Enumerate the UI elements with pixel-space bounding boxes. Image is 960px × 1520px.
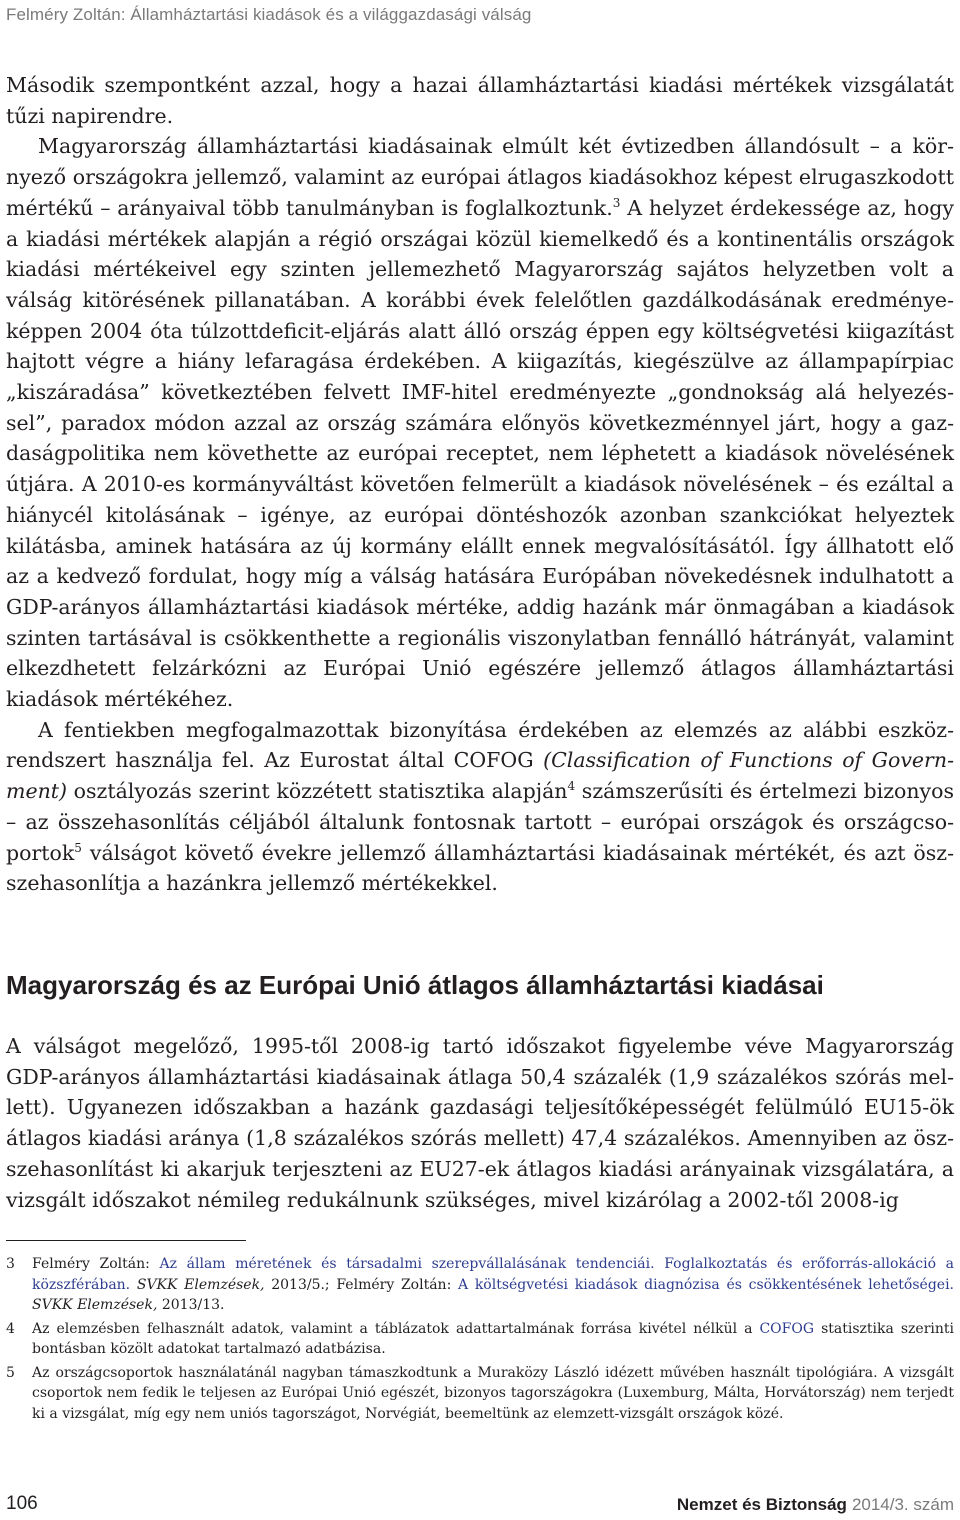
body-text — [6, 70, 954, 899]
footnote-3 — [6, 1254, 954, 1316]
journal-footer — [677, 1495, 954, 1515]
footnote-text — [32, 1254, 954, 1316]
footnote-text — [32, 1319, 954, 1360]
footnote-ref-3[interactable]: 3 — [612, 195, 621, 210]
page-number: 106 — [6, 1493, 38, 1514]
footnote-5 — [6, 1363, 954, 1425]
footnote-ref-5[interactable]: 5 — [74, 840, 82, 855]
footnote-ref-4[interactable]: 4 — [567, 779, 576, 794]
footnote-divider — [6, 1240, 246, 1241]
footnotes — [6, 1254, 954, 1427]
paragraph-2 — [6, 131, 954, 714]
footnote-author: Felméry Zoltán: — [32, 1256, 160, 1272]
footnote-text-before: Az elemzésben felhasznált adatok, valamint a táblázatok adattartalmának forrása kivétel nélkül a — [32, 1320, 760, 1337]
paragraph-2-part-a: Magyarország államháztartási kiadásainak elmúlt két évtizedben állandósult – a környező országokra jellemző, valamint az európai átlagos kiadásokhoz képest elrugaszkodott mértékű – arányaival több tanulmányban is foglalkoztunk. — [6, 134, 954, 220]
footnote-journal: SVKK Elemzések, — [32, 1297, 158, 1313]
journal-name: Nemzet és Biztonság — [676, 1495, 847, 1514]
running-head: Felméry Zoltán: Államháztartási kiadások és a világgazdasági válság — [6, 5, 532, 24]
footnote-4 — [6, 1319, 954, 1360]
paragraph-2-part-b: A helyzet érdekessége az, hogy a kiadási mértékek alapján a régió országai közül kiemelkedő és a kontinentális országok kiadási mértékeivel egy szinten jellemezhető Magyarország sajátos helyzetben volt a válság kitörésének pillanatában. A korábbi évek felelőtlen gazdálkodásának eredményeképpen 2004 óta túlzottdeficit-eljárás alatt álló ország éppen egy költségvetési kiigazítást hajtott végre a hiány lefaragása érdekében. A kiigazítás, kiegészülve az állampapírpiac „kiszáradása” következtében felvett IMF-hitel eredményezte „gondnokság alá helyezéssel”, paradox módon azzal az ország számára előnyös következménnyel járt, hogy a gazdaságpolitika nem követhette az európai receptet, nem léphetett a kiadások növelésének útjára. A 2010-es kormányváltást követően felmerült a kiadások növelésének – és ezáltal a hiánycél kitolásának – igénye, az európai döntéshozók azonban szankciókat helyeztek kilátásba, aminek hatására az új kormány elállt ennek megvalósításától. Így állhatott elő az a kedvező fordulat, hogy míg a válság hatására Európában növekedésnek indulhatott a GDP-arányos államháztartási kiadások mértéke, addig hazánk már önmagában a kiadások szinten tartásával is csökkenthette a regionális viszonylatban fennálló hátrányát, valamint elkezdhetett felzárkózni az Európai Unió egészére jellemző átlagos államháztartási kiadások mértékéhez. — [6, 195, 954, 712]
paragraph-1: Második szempontként azzal, hogy a hazai államháztartási kiadási mértékek vizsgálatát tűzi napirendre. — [6, 73, 954, 128]
footnote-number: 3 — [6, 1256, 15, 1272]
section-paragraph-1: A válságot megelőző, 1995-től 2008-ig tartó időszakot figyelembe véve Magyarország GDP-arányos államháztartási kiadásainak átlaga 50,4 százalék (1,9 százalékos szórás mellett). Ugyanezen időszakban a hazánk gazdasági teljesítőképességét felülmúló EU15-ök átlagos kiadási aránya (1,8 százalékos szórás mellett) 47,4 százalékos. Amennyiben az öszszehasonlítást ki akarjuk terjeszteni az EU27-ek átlagos kiadási arányainak vizsgálatára, a vizsgált időszakot némileg redukálnunk szükséges, mivel kizárólag a 2002-től 2008-ig — [6, 1034, 954, 1212]
footnote-text-after: statisztika szerinti bontásban közölt adatokat tartalmazó adatbázisa. — [32, 1320, 954, 1357]
cofog-link[interactable]: COFOG — [759, 1320, 815, 1337]
paragraph-3-part-b: osztályozás szerint közzétett statisztika alapján — [67, 779, 568, 804]
footnote-rest: 2013/13. — [157, 1297, 225, 1313]
footnote-link-title-2[interactable]: A költségvetési kiadások diagnózisa és csökkentésének lehetőségei. — [458, 1276, 955, 1293]
paragraph-3-part-d: válságot követő évekre jellemző államháztartási kiadásainak mértékét, és azt öszszehasonlítja a hazánkra jellemző mértékekkel. — [6, 840, 954, 896]
cofog-expansion: (Classification of Functions of Government) — [6, 748, 954, 804]
paragraph-3-part-c: számszerűsíti és értelmezi bizonyos – az összehasonlítás céljából általunk fontosnak tartott – európai országok és országcsoportok — [6, 779, 954, 865]
footnote-number: 5 — [6, 1364, 15, 1381]
journal-issue: 2014/3. szám — [851, 1495, 954, 1514]
footnote-rest: 2013/5.; Felméry Zoltán: — [264, 1276, 458, 1293]
footnote-text: Az országcsoportok használatánál nagyban támaszkodtunk a Muraközy László idézett művében használt tipológiára. A vizsgált csoportok nem fedik le teljesen az Európai Unió egészét, bizonyos tagországokra (Luxemburg, Málta, Horvátország) nem terjedt ki a vizsgálat, míg egy nem uniós tagországot, Norvégiát, beemeltünk az elemzett-vizsgált országok közé. — [32, 1364, 954, 1422]
paragraph-3-part-a: A fentiekben megfogalmazottak bizonyítása érdekében az elemzés az alábbi eszközrendszert használja fel. Az Eurostat által COFOG — [6, 717, 954, 773]
footnote-number: 4 — [6, 1320, 15, 1337]
paragraph-3 — [6, 715, 954, 899]
footnote-journal: SVKK Elemzések, — [130, 1276, 265, 1293]
section-body — [6, 1031, 954, 1215]
footnote-link-title-1[interactable]: Az állam méretének és társadalmi szerepvállalásának tendenciái. Foglalkoztatás és erőforrás-allokáció a közszférában. — [32, 1256, 954, 1293]
section-title: Magyarország és az Európai Unió átlagos államháztartási kiadásai — [6, 970, 824, 1000]
